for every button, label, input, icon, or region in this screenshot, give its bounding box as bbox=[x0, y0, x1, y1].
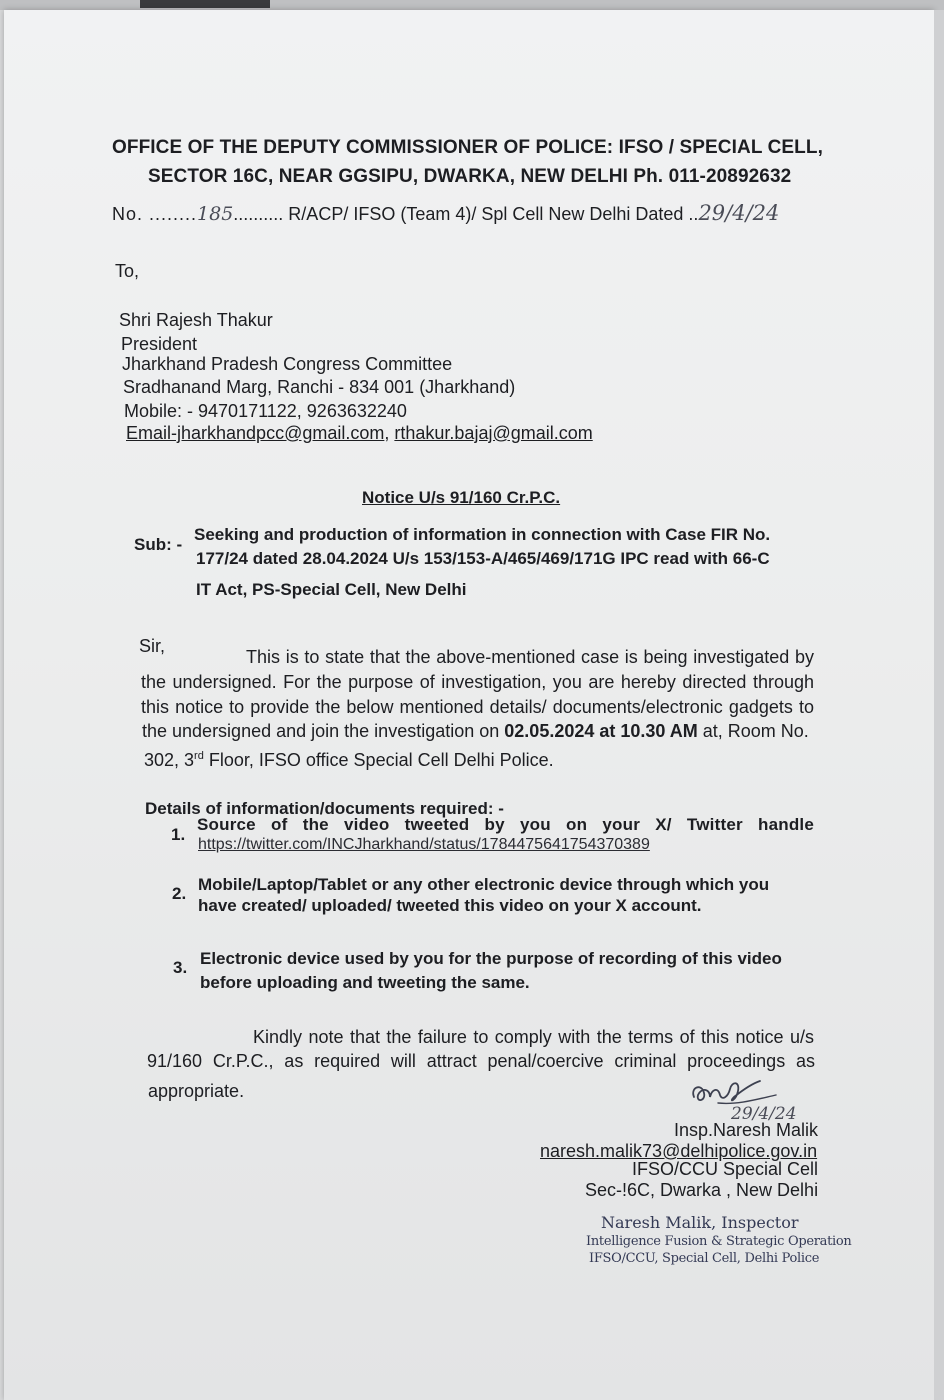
closing-line-1: Kindly note that the failure to comply with the terms of this notice u/s bbox=[253, 1027, 814, 1047]
signatory-name: Insp.Naresh Malik bbox=[674, 1120, 819, 1140]
stamp-line-1: Naresh Malik, Inspector bbox=[601, 1213, 799, 1232]
item-1-twitter-link[interactable]: https://twitter.com/INCJharkhand/status/1784475641754370389 bbox=[198, 836, 650, 853]
addressee-name: Shri Rajesh Thakur bbox=[119, 310, 273, 330]
office-header-line2: SECTOR 16C, NEAR GGSIPU, DWARKA, NEW DELHI Ph. 011-20892632 bbox=[148, 166, 792, 187]
body-line-2: the undersigned. For the purpose of investigation, you are hereby directed through bbox=[141, 672, 814, 692]
body-line-5-pre: 302, 3 bbox=[144, 750, 195, 770]
item-1-text: Source of the video tweeted by you on your X/ Twitter handle bbox=[197, 815, 814, 834]
stamp-line-3: IFSO/CCU, Special Cell, Delhi Police bbox=[589, 1251, 820, 1266]
page-edge bbox=[934, 10, 944, 1400]
signatory-address: Sec-!6C, Dwarka , New Delhi bbox=[585, 1180, 819, 1200]
signatory-email[interactable]: naresh.malik73@delhipolice.gov.in bbox=[540, 1141, 818, 1161]
item-2-line-1: Mobile/Laptop/Tablet or any other electronic device through which you bbox=[198, 875, 770, 894]
addressee-address: Sradhanand Marg, Ranchi - 834 001 (Jharkhand) bbox=[123, 377, 516, 397]
item-2-line-2: have created/ uploaded/ tweeted this video on your X account. bbox=[198, 896, 702, 915]
email-link-2[interactable]: rthakur.bajaj@gmail.com bbox=[394, 423, 593, 443]
body-line-4 bbox=[142, 721, 809, 742]
notice-title: Notice U/s 91/160 Cr.P.C. bbox=[362, 488, 561, 507]
to-label: To, bbox=[115, 261, 140, 281]
body-line-1: This is to state that the above-mentioned case is being investigated by bbox=[246, 647, 814, 667]
ref-date-handwritten: 29/4/24 bbox=[698, 201, 780, 225]
ref-number: 185 bbox=[197, 203, 234, 225]
addressee-emails bbox=[126, 423, 593, 444]
subject-line-3: IT Act, PS-Special Cell, New Delhi bbox=[196, 580, 467, 599]
body-line-4-pre: the undersigned and join the investigation on bbox=[142, 721, 505, 741]
addressee-org: Jharkhand Pradesh Congress Committee bbox=[122, 354, 453, 374]
item-2-number: 2. bbox=[172, 884, 187, 903]
closing-line-2: 91/160 Cr.P.C., as required will attract penal/coercive criminal proceedings as bbox=[147, 1051, 815, 1071]
email-link-1[interactable]: Email-jharkhandpcc@gmail.com bbox=[126, 423, 385, 443]
signatory-unit: IFSO/CCU Special Cell bbox=[632, 1159, 819, 1179]
addressee-mobile: Mobile: - 9470171122, 9263632240 bbox=[124, 401, 407, 421]
appearance-datetime: 02.05.2024 at 10.30 AM bbox=[504, 721, 698, 741]
email-separator: , bbox=[384, 423, 395, 443]
ref-mid: .......... R/ACP/ IFSO (Team 4)/ Spl Cell New Delhi Dated .. bbox=[233, 204, 699, 224]
reference-line bbox=[112, 201, 779, 225]
ref-prefix: No. ........ bbox=[112, 204, 198, 224]
body-line-5 bbox=[144, 750, 554, 771]
body-line-3: this notice to provide the below mentioned details/ documents/electronic gadgets to bbox=[141, 697, 814, 717]
item-3-line-1: Electronic device used by you for the purpose of recording of this video bbox=[200, 949, 782, 968]
details-heading: Details of information/documents required: - bbox=[145, 799, 504, 818]
addressee-title: President bbox=[121, 334, 198, 354]
background-object bbox=[140, 0, 270, 8]
item-3-line-2: before uploading and tweeting the same. bbox=[200, 973, 530, 992]
stamp-line-2: Intelligence Fusion & Strategic Operation bbox=[586, 1234, 852, 1249]
item-3-number: 3. bbox=[173, 958, 188, 977]
salutation: Sir, bbox=[139, 636, 166, 656]
subject-line-2: 177/24 dated 28.04.2024 U/s 153/153-A/465/469/171G IPC read with 66-C bbox=[196, 549, 770, 568]
body-line-5-post: Floor, IFSO office Special Cell Delhi Police. bbox=[203, 750, 554, 770]
body-line-4-post: at, Room No. bbox=[697, 721, 809, 741]
item-1-number: 1. bbox=[171, 825, 186, 844]
signature-date-handwritten: 29/4/24 bbox=[731, 1104, 797, 1124]
closing-line-3: appropriate. bbox=[148, 1081, 245, 1101]
office-header-line1: OFFICE OF THE DEPUTY COMMISSIONER OF POLICE: IFSO / SPECIAL CELL, bbox=[112, 137, 823, 158]
ordinal-sup: rd bbox=[194, 750, 204, 762]
subject-line-1: Seeking and production of information in connection with Case FIR No. bbox=[194, 525, 771, 544]
subject-label: Sub: - bbox=[134, 535, 183, 554]
